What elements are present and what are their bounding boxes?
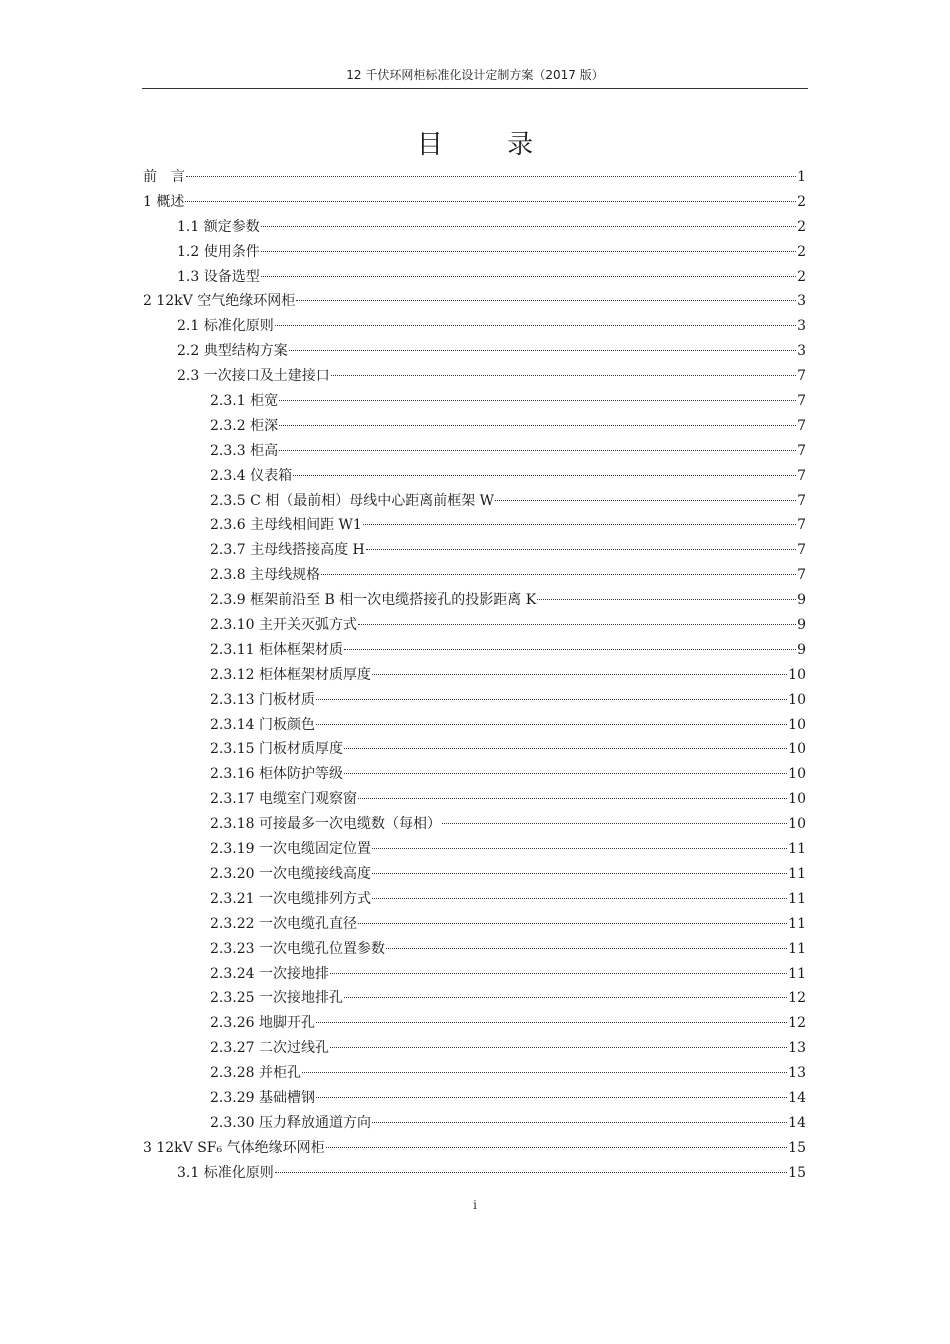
- toc-entry[interactable]: [143, 688, 806, 713]
- toc-entry-label: 2 12kV 空气绝缘环网柜: [143, 293, 296, 310]
- toc-entry[interactable]: [143, 339, 806, 364]
- toc-entry[interactable]: [143, 837, 806, 862]
- toc-entry[interactable]: [143, 1011, 806, 1036]
- dot-leader: [442, 823, 787, 824]
- toc-entry[interactable]: [143, 513, 806, 538]
- toc-entry-page: 11: [788, 841, 806, 858]
- dot-leader: [366, 549, 796, 550]
- toc-entry-page: 10: [788, 691, 806, 708]
- toc-entry-page: 2: [797, 218, 806, 235]
- toc-entry-page: 7: [797, 467, 806, 484]
- toc-entry[interactable]: [143, 215, 806, 240]
- toc-entry[interactable]: [143, 713, 806, 738]
- toc-entry-label: 2.3.12 柜体框架材质厚度: [210, 666, 371, 683]
- dot-leader: [293, 475, 796, 476]
- toc-entry-label: 2.3.6 主母线相间距 W1: [210, 517, 362, 534]
- toc-title: 目 录: [416, 130, 562, 160]
- toc-entry-page: 7: [797, 417, 806, 434]
- dot-leader: [330, 1047, 787, 1048]
- toc-entry[interactable]: [143, 1161, 806, 1186]
- toc-entry-label: 2.3.7 主母线搭接高度 H: [210, 542, 365, 559]
- dot-leader: [289, 350, 796, 351]
- toc-entry-page: 11: [788, 965, 806, 982]
- toc-entry-page: 13: [788, 1065, 806, 1082]
- dot-leader: [363, 524, 796, 525]
- toc-entry[interactable]: [143, 1036, 806, 1061]
- dot-leader: [261, 226, 796, 227]
- toc-entry-label: 3 12kV SF₆ 气体绝缘环网柜: [143, 1139, 325, 1156]
- toc-entry-page: 11: [788, 915, 806, 932]
- page-number: i: [473, 1198, 477, 1212]
- toc-entry-label: 2.3.9 框架前沿至 B 相一次电缆搭接孔的投影距离 K: [210, 592, 537, 609]
- toc-entry[interactable]: [143, 962, 806, 987]
- toc-entry-label: 2.3.15 门板材质厚度: [210, 741, 343, 758]
- toc-entry-label: 1 概述: [143, 193, 185, 210]
- toc-entry-page: 9: [797, 592, 806, 609]
- toc-entry[interactable]: [143, 414, 806, 439]
- toc-entry[interactable]: [143, 762, 806, 787]
- dot-leader: [275, 325, 796, 326]
- toc-entry-label: 1.2 使用条件: [177, 243, 260, 260]
- toc-entry-label: 2.3 一次接口及土建接口: [177, 368, 330, 385]
- toc-entry[interactable]: [143, 812, 806, 837]
- toc-entry[interactable]: [143, 613, 806, 638]
- dot-leader: [279, 450, 796, 451]
- dot-leader: [316, 699, 787, 700]
- toc-entry[interactable]: [143, 937, 806, 962]
- toc-entry-page: 10: [788, 816, 806, 833]
- toc-entry-page: 3: [797, 318, 806, 335]
- toc-entry[interactable]: [143, 389, 806, 414]
- toc-entry-label: 2.3.18 可接最多一次电缆数（每相）: [210, 816, 441, 833]
- toc-entry-label: 2.3.2 柜深: [210, 417, 279, 434]
- toc-entry[interactable]: [143, 364, 806, 389]
- toc-entry-label: 2.3.23 一次电缆孔位置参数: [210, 940, 385, 957]
- dot-leader: [330, 973, 787, 974]
- toc-entry-page: 11: [788, 890, 806, 907]
- dot-leader: [358, 923, 787, 924]
- toc-entry-page: 7: [797, 368, 806, 385]
- dot-leader: [316, 724, 787, 725]
- toc-entry-label: 2.3.19 一次电缆固定位置: [210, 841, 371, 858]
- toc-entry[interactable]: [143, 588, 806, 613]
- toc-entry-page: 10: [788, 741, 806, 758]
- toc-entry-page: 7: [797, 517, 806, 534]
- dot-leader: [185, 201, 796, 202]
- toc-entry[interactable]: [143, 912, 806, 937]
- toc-entry-label: 2.3.16 柜体防护等级: [210, 766, 343, 783]
- dot-leader: [331, 375, 796, 376]
- toc-entry-page: 10: [788, 666, 806, 683]
- toc-entry-label: 2.3.30 压力释放通道方向: [210, 1114, 371, 1131]
- toc-entry-label: 2.3.25 一次接地排孔: [210, 990, 343, 1007]
- dot-leader: [344, 773, 787, 774]
- toc-entry-page: 2: [797, 193, 806, 210]
- toc-entry-label: 2.3.14 门板颜色: [210, 716, 315, 733]
- toc-entry-page: 10: [788, 716, 806, 733]
- toc-entry-label: 2.3.11 柜体框架材质: [210, 641, 343, 658]
- toc-entry[interactable]: [143, 862, 806, 887]
- toc-entry[interactable]: [143, 986, 806, 1011]
- toc-entry-page: 14: [788, 1114, 806, 1131]
- toc-entry[interactable]: [143, 737, 806, 762]
- toc-entry-page: 7: [797, 393, 806, 410]
- table-of-contents: [143, 165, 806, 1186]
- toc-entry-page: 3: [797, 343, 806, 360]
- toc-entry[interactable]: [143, 265, 806, 290]
- toc-entry-label: 2.3.22 一次电缆孔直径: [210, 915, 357, 932]
- toc-entry-label: 3.1 标准化原则: [177, 1164, 274, 1181]
- toc-entry-page: 15: [788, 1139, 806, 1156]
- toc-entry-label: 2.3.8 主母线规格: [210, 567, 321, 584]
- dot-leader: [296, 300, 796, 301]
- toc-entry-label: 2.3.3 柜高: [210, 442, 279, 459]
- dot-leader: [344, 748, 787, 749]
- toc-entry[interactable]: [143, 638, 806, 663]
- toc-entry-label: 2.3.10 主开关灭弧方式: [210, 617, 357, 634]
- toc-entry-page: 7: [797, 567, 806, 584]
- toc-entry-page: 11: [788, 940, 806, 957]
- dot-leader: [302, 1072, 787, 1073]
- toc-entry-label: 前 言: [143, 169, 185, 185]
- dot-leader: [372, 1122, 787, 1123]
- dot-leader: [279, 400, 796, 401]
- dot-leader: [344, 997, 787, 998]
- dot-leader: [344, 649, 796, 650]
- toc-entry-label: 2.2 典型结构方案: [177, 343, 288, 360]
- toc-entry-page: 7: [797, 492, 806, 509]
- dot-leader: [186, 176, 796, 177]
- toc-entry-label: 1.1 额定参数: [177, 218, 260, 235]
- dot-leader: [386, 948, 787, 949]
- toc-entry-label: 2.3.4 仪表箱: [210, 467, 293, 484]
- dot-leader: [358, 624, 796, 625]
- toc-entry-label: 2.3.17 电缆室门观察窗: [210, 791, 357, 808]
- toc-entry-page: 7: [797, 442, 806, 459]
- toc-entry-label: 2.3.20 一次电缆接线高度: [210, 865, 371, 882]
- toc-entry[interactable]: [143, 439, 806, 464]
- toc-entry[interactable]: [143, 1136, 806, 1161]
- toc-entry-page: 7: [797, 542, 806, 559]
- dot-leader: [372, 898, 787, 899]
- header-divider: [142, 88, 808, 89]
- toc-entry[interactable]: [143, 1086, 806, 1111]
- toc-entry[interactable]: [143, 663, 806, 688]
- dot-leader: [316, 1097, 787, 1098]
- toc-entry-label: 1.3 设备选型: [177, 268, 260, 285]
- toc-entry-page: 12: [788, 990, 806, 1007]
- toc-entry-page: 1: [797, 169, 806, 185]
- toc-entry[interactable]: [143, 165, 806, 190]
- toc-entry-page: 14: [788, 1089, 806, 1106]
- dot-leader: [358, 798, 787, 799]
- toc-entry-page: 15: [788, 1164, 806, 1181]
- dot-leader: [316, 1022, 787, 1023]
- toc-entry-page: 13: [788, 1040, 806, 1057]
- toc-entry-page: 2: [797, 243, 806, 260]
- toc-entry-page: 9: [797, 617, 806, 634]
- toc-entry-page: 10: [788, 791, 806, 808]
- toc-entry-page: 2: [797, 268, 806, 285]
- toc-entry[interactable]: [143, 1061, 806, 1086]
- toc-entry-label: 2.3.13 门板材质: [210, 691, 315, 708]
- toc-entry-label: 2.3.27 二次过线孔: [210, 1040, 329, 1057]
- toc-entry-label: 2.3.28 并柜孔: [210, 1065, 301, 1082]
- toc-entry-label: 2.3.1 柜宽: [210, 393, 279, 410]
- dot-leader: [321, 574, 796, 575]
- dot-leader: [372, 674, 787, 675]
- toc-entry-label: 2.3.29 基础槽钢: [210, 1089, 315, 1106]
- toc-entry-label: 2.3.21 一次电缆排列方式: [210, 890, 371, 907]
- dot-leader: [261, 251, 796, 252]
- toc-entry[interactable]: [143, 563, 806, 588]
- toc-entry[interactable]: [143, 1111, 806, 1136]
- toc-entry[interactable]: [143, 538, 806, 563]
- toc-entry-page: 10: [788, 766, 806, 783]
- toc-entry[interactable]: [143, 190, 806, 215]
- dot-leader: [372, 873, 787, 874]
- toc-entry-label: 2.3.5 C 相（最前相）母线中心距离前框架 W: [210, 492, 495, 509]
- toc-entry-page: 11: [788, 865, 806, 882]
- toc-entry[interactable]: [143, 289, 806, 314]
- page-header: 12 千伏环网柜标准化设计定制方案（2017 版）: [346, 68, 604, 82]
- toc-entry[interactable]: [143, 464, 806, 489]
- toc-entry[interactable]: [143, 314, 806, 339]
- dot-leader: [279, 425, 796, 426]
- toc-entry[interactable]: [143, 887, 806, 912]
- toc-entry-page: 3: [797, 293, 806, 310]
- dot-leader: [537, 599, 796, 600]
- toc-entry[interactable]: [143, 489, 806, 514]
- toc-entry-label: 2.1 标准化原则: [177, 318, 274, 335]
- toc-entry[interactable]: [143, 240, 806, 265]
- dot-leader: [372, 848, 787, 849]
- toc-entry[interactable]: [143, 787, 806, 812]
- toc-entry-label: 2.3.24 一次接地排: [210, 965, 329, 982]
- dot-leader: [261, 276, 796, 277]
- dot-leader: [326, 1147, 788, 1148]
- dot-leader: [275, 1172, 787, 1173]
- dot-leader: [495, 500, 796, 501]
- toc-entry-page: 9: [797, 641, 806, 658]
- toc-entry-label: 2.3.26 地脚开孔: [210, 1015, 315, 1032]
- toc-entry-page: 12: [788, 1015, 806, 1032]
